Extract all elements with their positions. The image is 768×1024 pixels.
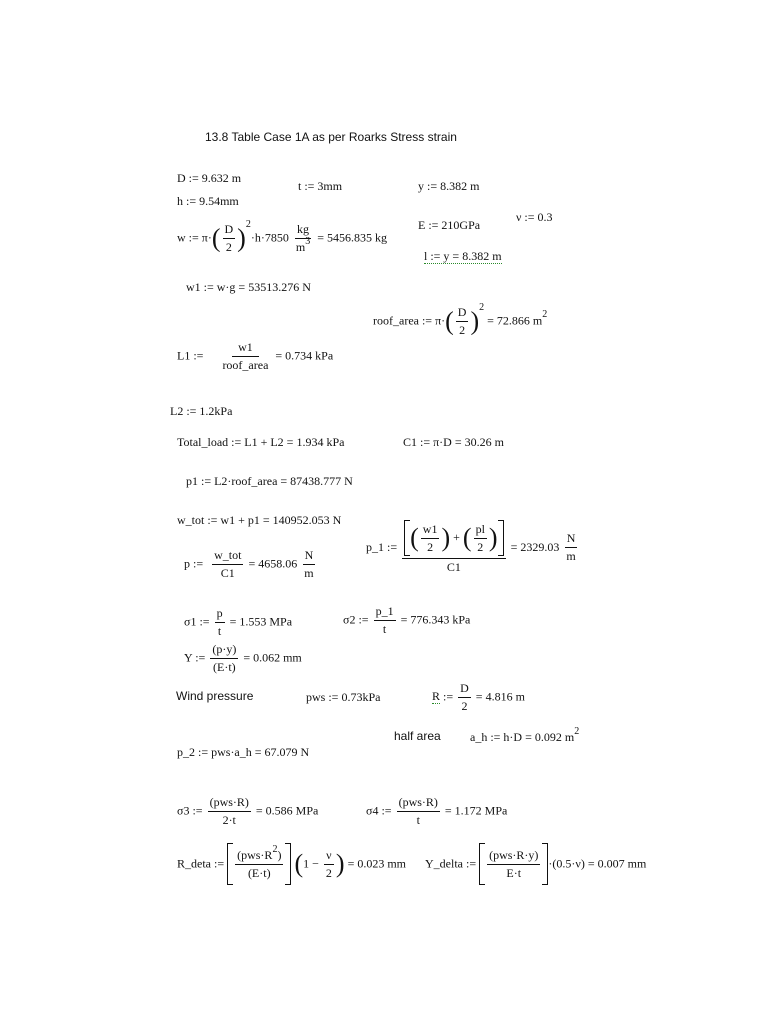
eq-Y-delta: Y_delta := $\frac{\text{(pws·R·y)}}{E\cdot t}$ ·(0.5·ν) = 0.007 mm <box>425 843 646 885</box>
eq-R-deta: R_deta := $\frac{(pws\cdot R^2)}{(E\cdot t)}$ (1 − $\frac{\nu}{2}$ ) = 0.023 mm <box>177 843 406 885</box>
eq-Y: Y := $\frac{(p\cdot y)}{(E\cdot t)}$ = 0.062 mm <box>184 642 302 674</box>
eq-p1: p1 := L2·roof_area = 87438.777 N <box>186 474 353 488</box>
def-nu: ν := 0.3 <box>516 210 553 224</box>
def-L2: L2 := 1.2kPa <box>170 404 233 418</box>
def-y: y := 8.382 m <box>418 179 480 193</box>
wind-pressure-label: Wind pressure <box>176 689 254 703</box>
eq-w-lhs: w := π· <box>177 230 212 245</box>
half-area-label: half area <box>394 729 441 743</box>
page-title: 13.8 Table Case 1A as per Roarks Stress strain <box>205 130 457 144</box>
def-t: t := 3mm <box>298 179 343 193</box>
eq-L1: L1 := $\frac{w1}{\text{roof\_area}}$ = 0.734 kPa <box>177 340 334 372</box>
eq-w-unit: $\frac{kg}{m^3}$ <box>295 222 311 254</box>
eq-w-tot: w_tot := w1 + p1 = 140952.053 N <box>177 513 342 527</box>
eq-sigma2: σ2 := $\frac{p\_1}{t}$ = 776.343 kPa <box>343 604 471 636</box>
eq-total-load: Total_load := L1 + L2 = 1.934 kPa <box>177 435 345 449</box>
def-pws: pws := 0.73kPa <box>306 690 381 704</box>
eq-roof-area: roof_area := π·( $\frac{D}{2}$ )$^2$ = 72.866 $m^2$ <box>373 302 548 337</box>
eq-R: R := $\frac{D}{2}$ = 4.816 m <box>432 681 525 713</box>
eq-w: w := π·( $\frac{D}{2}$ )$^2$·h·7850 $\frac{kg}{m^3}$ = 5456.835 kg <box>177 219 387 254</box>
eq-C1: C1 := π·D = 30.26 m <box>403 435 504 449</box>
eq-sigma4: σ4 := $\frac{\text{(pws·R)}}{t}$ = 1.172 MPa <box>366 795 508 827</box>
eq-w1: w1 := w·g = 53513.276 N <box>186 280 311 294</box>
def-h: h := 9.54mm <box>177 194 239 208</box>
eq-sigma1: σ1 := $\frac{p}{t}$ = 1.553 MPa <box>184 606 293 638</box>
eq-p-2: p_2 := pws·a_h = 67.079 N <box>177 745 310 759</box>
def-l: l := y = 8.382 m <box>424 249 502 263</box>
eq-p: p := $\frac{\text{w\_tot}}{C1}$ = 4658.06 $\frac{N}{m}$ <box>184 548 314 580</box>
eq-w-frac: $\frac{D}{2}$ <box>224 222 234 254</box>
eq-p-1: p_1 := ( $\frac{w1}{2}$ ) + ( $\frac{pl}{2}$ ) C1 = 2329.03 $\frac{N}{m}$ <box>366 521 576 574</box>
def-E: E := 210GPa <box>418 218 481 232</box>
eq-sigma3: σ3 := $\frac{\text{(pws·R)}}{2\cdot t}$ = 0.586 MPa <box>177 795 319 827</box>
def-D: D := 9.632 m <box>177 171 242 185</box>
eq-a-h: a_h := h·D = 0.092 $m^2$ <box>470 726 580 744</box>
